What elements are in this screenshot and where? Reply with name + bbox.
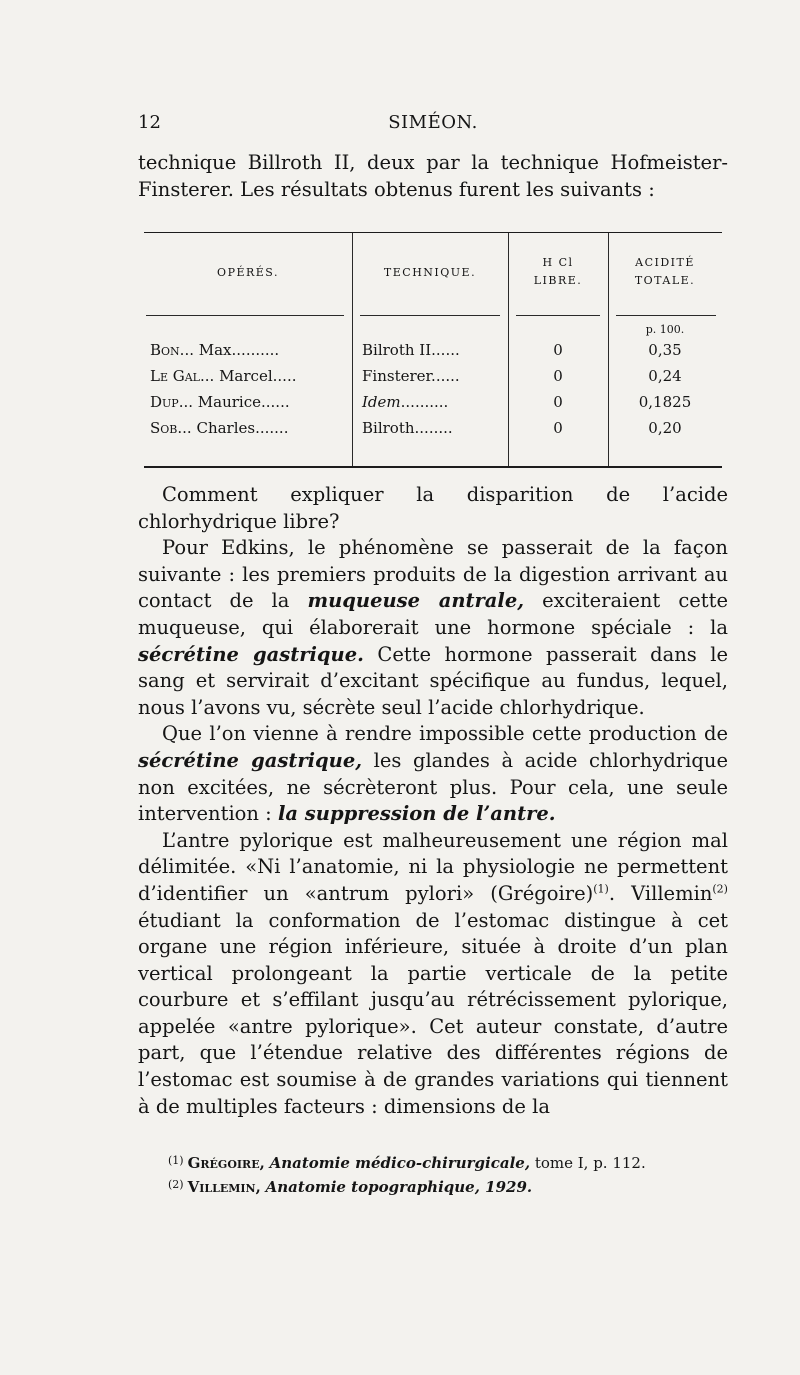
unit-label: p. 100. <box>645 323 685 336</box>
results-table <box>144 232 722 468</box>
footnote-1 <box>168 1150 728 1174</box>
header-hcl-line2: LIBRE. <box>533 274 583 287</box>
header-acidite <box>608 254 722 290</box>
intro-text: technique Billroth II, deux par la technique Hofmeister-Finsterer. Les résultats obtenus furent les suivants : <box>138 151 728 201</box>
patient-prefix: Bon <box>150 341 180 359</box>
table-row-technique: Bilroth........ <box>362 419 453 437</box>
patient-name: Marcel <box>219 367 273 385</box>
footnote-mark: (1) <box>168 1154 184 1167</box>
patient-name: Max <box>198 341 232 359</box>
header-acidite-line2: TOTALE. <box>634 274 696 287</box>
paragraph-antre <box>138 828 728 1121</box>
footnote-2 <box>168 1174 728 1198</box>
patient-prefix: Le Gal <box>150 367 200 385</box>
footnote-mark: (2) <box>168 1178 184 1191</box>
table-row-acidite: 0,20 <box>648 419 682 437</box>
header-acidite-line1: ACIDITÉ <box>635 256 695 269</box>
footnote-rest: tome I, p. 112. <box>530 1154 646 1172</box>
text-run: exciteraient cette muqueuse, qui élaborerait une hormone spéciale : la <box>138 589 728 639</box>
patient-name: Maurice <box>197 393 261 411</box>
header-rule <box>146 315 344 316</box>
technique-value: Bilroth II <box>362 341 432 359</box>
table-row-operes: Bon... Max.......... <box>150 341 280 359</box>
table-row-hcl: 0 <box>553 393 563 411</box>
footnote-author: Villemin, <box>187 1178 261 1196</box>
footnote-title: Anatomie topographique, 1929. <box>265 1178 533 1196</box>
footnotes <box>168 1150 728 1198</box>
text-run: Pour Edkins, le phénomène se passerait de la façon suivante : les premiers produits de la digestion arrivant au contact de la <box>138 536 728 613</box>
paragraph-edkins <box>138 535 728 721</box>
header-technique: TECHNIQUE. <box>383 266 477 279</box>
footnote-title: Anatomie médico-chirurgicale, <box>269 1154 531 1172</box>
header-hcl <box>508 254 608 290</box>
table-row-operes: Dup... Maurice...... <box>150 393 290 411</box>
table-row-acidite: 0,24 <box>648 367 682 385</box>
patient-prefix: Sob <box>150 419 178 437</box>
header-rule <box>360 315 500 316</box>
header-rule <box>616 315 716 316</box>
paragraph-question: Comment expliquer la disparition de l’acide chlorhydrique libre? <box>138 483 728 533</box>
table-row-operes: Sob... Charles....... <box>150 419 289 437</box>
footnote-author: Grégoire, <box>187 1154 265 1172</box>
text-run: Que l’on vienne à rendre impossible cette production de <box>162 722 728 746</box>
page-number: 12 <box>138 112 161 133</box>
paragraph-suppression <box>138 721 728 827</box>
technique-value: Bilroth <box>362 419 415 437</box>
text-run: . Villemin <box>608 881 713 905</box>
patient-prefix: Dup <box>150 393 179 411</box>
technique-value: Finsterer <box>362 367 432 385</box>
emphasis-suppression-antre: la suppression de l’antre. <box>277 802 556 826</box>
body-text <box>138 482 728 1120</box>
emphasis-secretine-gastrique: sécrétine gastrique. <box>138 642 364 666</box>
text-run: Cette hormone passerait dans le sang et servirait d’excitant spécifique au fundus, lequel, nous l’avons vu, sécrète seul l’acide chlorhydrique. <box>138 642 729 719</box>
footnote-ref-2[interactable]: (2) <box>712 882 728 896</box>
text-run: L’antre pylorique est malheureusement une région mal délimitée. «Ni l’anatomie, ni la physiologie ne permettent d’identifier un «antrum pylori» (Grégoire) <box>138 828 728 905</box>
table-row-hcl: 0 <box>553 341 563 359</box>
header-operes: OPÉRÉS. <box>217 266 279 279</box>
footnote-ref-1[interactable]: (1) <box>593 882 609 896</box>
patient-name: Charles <box>196 419 256 437</box>
table-row-acidite: 0,1825 <box>638 393 692 411</box>
table-row-acidite: 0,35 <box>648 341 682 359</box>
header-hcl-line1: H Cl <box>542 256 574 269</box>
intro-paragraph <box>138 150 728 203</box>
running-title: SIMÉON. <box>388 112 478 133</box>
text-run: étudiant la conformation de l’estomac distingue à cet organe une région inférieure, située à droite d’un plan vertical prolongeant la partie verticale de la petite courbure et s’effilant jusqu’au rétrécissement pylorique, appelée «antre pylorique». Cet auteur constate, d’autre part, que l’étendue relative des différentes régions de l’estomac est soumise à de grandes variations qui tiennent à de multiples facteurs : dimensions de la <box>138 908 728 1118</box>
technique-value: Idem <box>362 393 401 411</box>
running-head <box>138 112 728 138</box>
header-rule <box>516 315 600 316</box>
emphasis-muqueuse-antrale: muqueuse antrale, <box>307 589 525 613</box>
table-row-hcl: 0 <box>553 419 563 437</box>
table-row-operes: Le Gal... Marcel..... <box>150 367 297 385</box>
emphasis-secretine-gastrique: sécrétine gastrique, <box>138 748 363 772</box>
text-run: les glandes à acide chlorhydrique non excitées, ne sécrèteront plus. Pour cela, une seule intervention : <box>138 748 728 826</box>
table-row-hcl: 0 <box>553 367 563 385</box>
table-row-technique: Finsterer...... <box>362 367 460 385</box>
table-row-technique: Idem.......... <box>362 393 449 411</box>
table-row-technique: Bilroth II...... <box>362 341 460 359</box>
